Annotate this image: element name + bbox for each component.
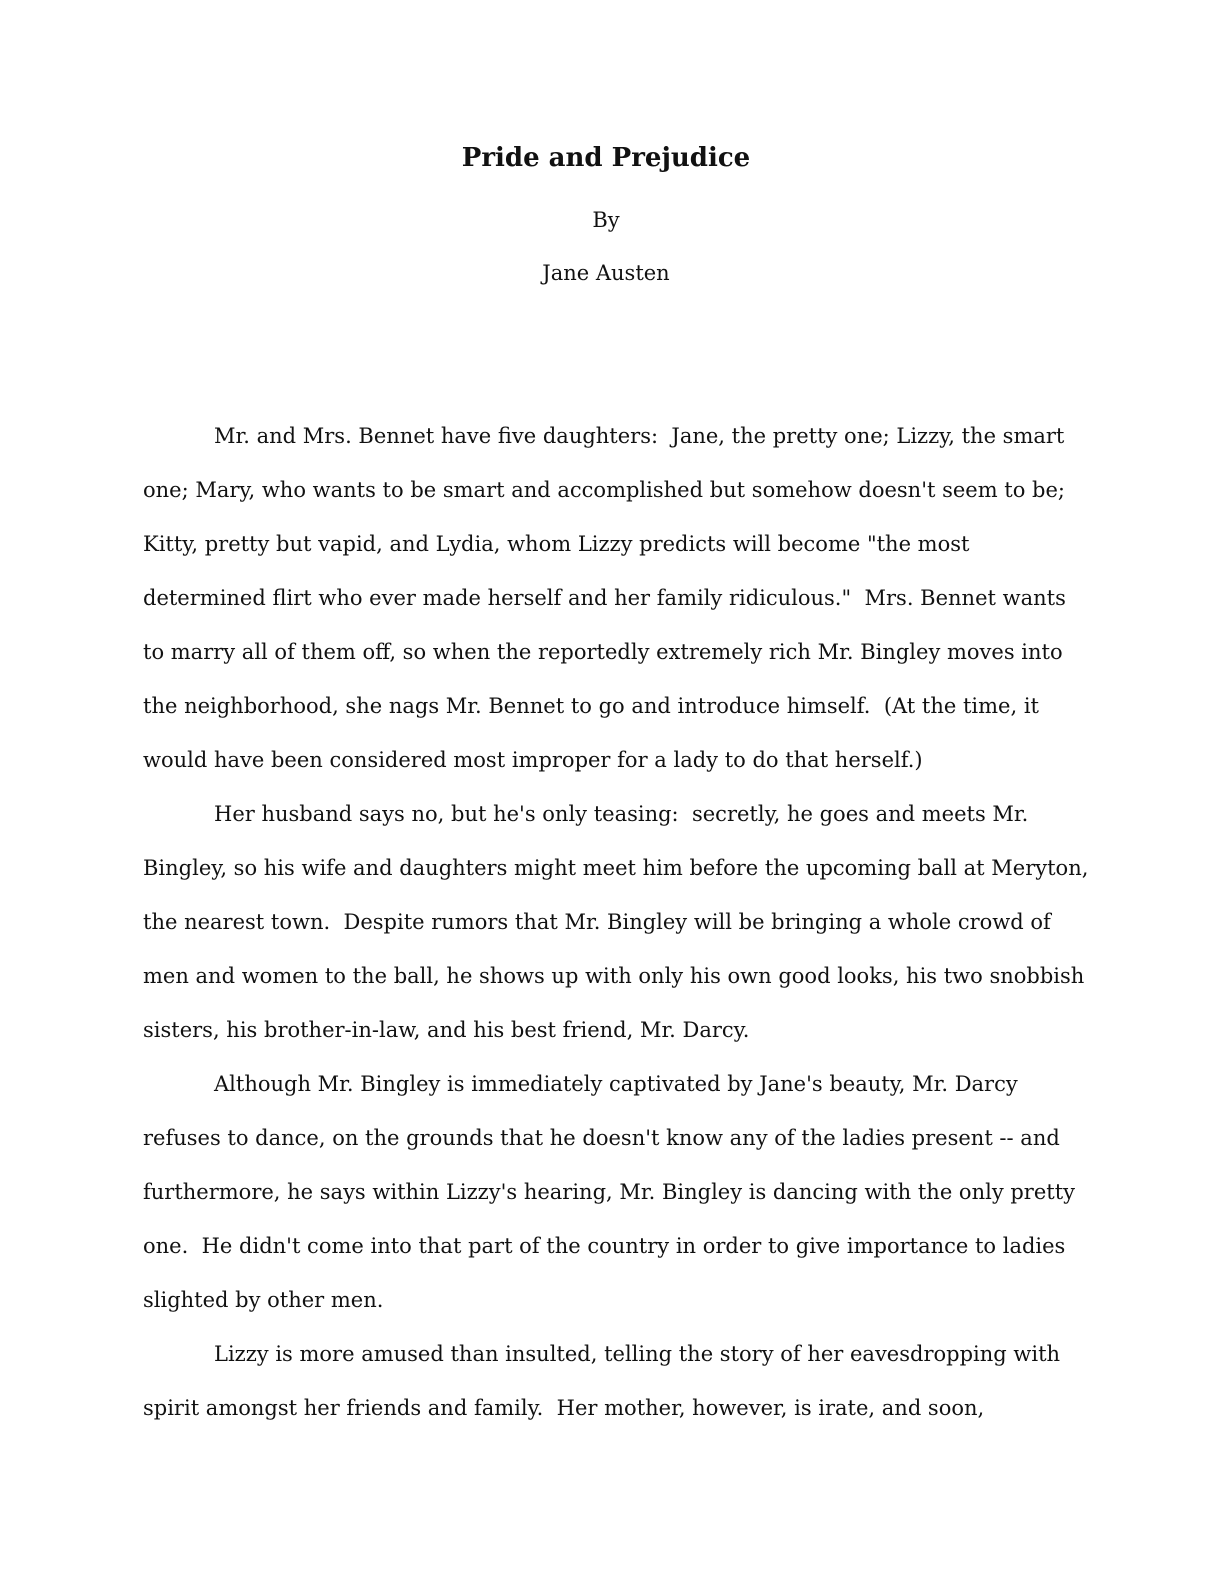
text-line: men and women to the ball, he shows up with only his own good looks, his two snobbish [143,964,1085,988]
document-title: Pride and Prejudice [461,143,751,173]
text-line: Bingley, so his wife and daughters might meet him before the upcoming ball at Meryton, [143,856,1089,880]
paragraph [143,787,1089,1057]
paragraph [143,409,1073,787]
byline-by: By [592,208,620,232]
text-line: Her husband says no, but he's only teasing: secretly, he goes and meets Mr. [214,802,1029,826]
text-line: Mr. and Mrs. Bennet have five daughters: Jane, the pretty one; Lizzy, the smart [214,424,1065,448]
text-line: the neighborhood, she nags Mr. Bennet to go and introduce himself. (At the time, it [143,694,1039,718]
text-line: sisters, his brother-in-law, and his best friend, Mr. Darcy. [143,1018,750,1042]
text-line: one; Mary, who wants to be smart and accomplished but somehow doesn't seem to be; [143,478,1066,502]
text-line: furthermore, he says within Lizzy's hearing, Mr. Bingley is dancing with the only pretty [143,1180,1076,1204]
paragraph [143,1327,1073,1435]
paragraph [143,1057,1076,1327]
text-line: slighted by other men. [143,1288,384,1312]
document-body [143,409,1089,1435]
text-line: Kitty, pretty but vapid, and Lydia, whom Lizzy predicts will become "the most [143,532,970,556]
author-name: Jane Austen [542,261,670,285]
text-line: would have been considered most improper for a lady to do that herself.) [143,748,923,772]
text-line: determined flirt who ever made herself and her family ridiculous." Mrs. Bennet wants [143,586,1066,610]
text-line: the nearest town. Despite rumors that Mr. Bingley will be bringing a whole crowd of [143,910,1051,934]
text-line: spirit amongst her friends and family. Her mother, however, is irate, and soon, [143,1396,985,1420]
text-line: Although Mr. Bingley is immediately captivated by Jane's beauty, Mr. Darcy [214,1072,1018,1096]
text-line: one. He didn't come into that part of the country in order to give importance to ladies [143,1234,1066,1258]
text-line: Lizzy is more amused than insulted, telling the story of her eavesdropping with [214,1342,1061,1366]
text-line: to marry all of them off, so when the reportedly extremely rich Mr. Bingley moves into [143,640,1063,664]
text-line: refuses to dance, on the grounds that he doesn't know any of the ladies present -- and [143,1126,1060,1150]
